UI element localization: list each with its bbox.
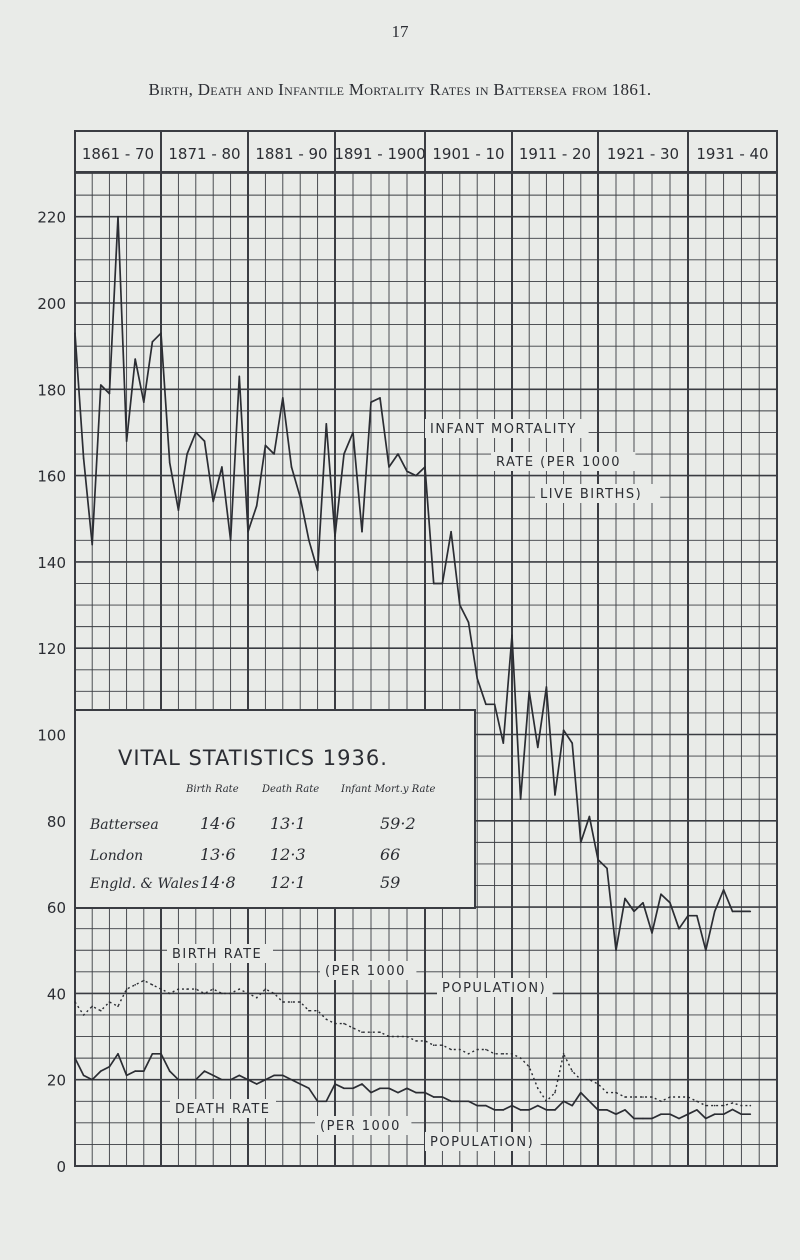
data-point: [186, 453, 188, 455]
data-point: [256, 1083, 258, 1085]
page-number: 17: [391, 22, 409, 41]
vital-statistics-value: 66: [380, 845, 401, 864]
data-point: [589, 1101, 591, 1103]
data-point: [160, 332, 162, 334]
data-point: [476, 678, 478, 680]
data-point: [615, 1092, 617, 1094]
data-point: [520, 1109, 522, 1111]
data-point: [563, 1101, 565, 1103]
data-point: [178, 1079, 180, 1081]
data-point: [732, 911, 734, 913]
death-label-2: (PER 1000: [320, 1119, 401, 1134]
data-point: [589, 816, 591, 818]
data-point: [282, 1075, 284, 1077]
data-point: [537, 747, 539, 749]
data-point: [678, 1096, 680, 1098]
data-point: [204, 440, 206, 442]
data-point: [571, 1070, 573, 1072]
data-point: [714, 1105, 716, 1107]
data-point: [343, 1088, 345, 1090]
data-point: [563, 1053, 565, 1055]
data-point: [741, 911, 743, 913]
data-point: [221, 993, 223, 995]
data-point: [204, 993, 206, 995]
data-point: [212, 501, 214, 503]
data-point: [476, 1049, 478, 1051]
data-point: [660, 1101, 662, 1103]
data-point: [571, 1105, 573, 1107]
data-point: [642, 1118, 644, 1120]
y-tick-label: 200: [37, 295, 66, 313]
data-point: [705, 1118, 707, 1120]
data-point: [750, 1113, 752, 1115]
data-point: [152, 984, 154, 986]
data-point: [282, 397, 284, 399]
data-point: [100, 384, 102, 386]
data-point: [741, 1105, 743, 1107]
birth-label-1: BIRTH RATE: [172, 947, 263, 962]
data-point: [370, 401, 372, 403]
data-point: [442, 583, 444, 585]
data-point: [352, 432, 354, 434]
data-point: [109, 1066, 111, 1068]
data-point: [100, 1070, 102, 1072]
data-point: [74, 332, 76, 334]
data-point: [660, 1113, 662, 1115]
data-point: [265, 1079, 267, 1081]
death-label-3: POPULATION): [430, 1135, 535, 1150]
data-point: [379, 1088, 381, 1090]
y-tick-label: 20: [46, 1071, 66, 1090]
data-point: [230, 540, 232, 542]
decade-label: 1891 - 1900: [334, 145, 426, 163]
data-point: [282, 1001, 284, 1003]
data-point: [239, 376, 241, 378]
data-point: [732, 1102, 734, 1104]
data-point: [308, 1088, 310, 1090]
y-tick-label: 140: [37, 553, 66, 572]
data-point: [334, 1083, 336, 1085]
data-point: [511, 1053, 513, 1055]
data-point: [554, 1092, 556, 1094]
data-point: [723, 1105, 725, 1107]
data-point: [126, 1075, 128, 1077]
data-point: [126, 440, 128, 442]
data-point: [178, 988, 180, 990]
vital-statistics-area: Engld. & Wales: [90, 876, 199, 892]
data-point: [696, 1109, 698, 1111]
data-point: [651, 932, 653, 934]
data-point: [109, 393, 111, 395]
data-point: [352, 1027, 354, 1029]
series-lines: [74, 216, 751, 1119]
death-label-1: DEATH RATE: [175, 1102, 271, 1117]
page-title: Birth, Death and Infantile Mortality Rates in Battersea from 1861.: [148, 80, 652, 99]
data-point: [660, 893, 662, 895]
data-point: [433, 1044, 435, 1046]
data-point: [563, 729, 565, 731]
data-point: [397, 1092, 399, 1094]
y-tick-label: 120: [37, 640, 66, 659]
data-point: [83, 458, 85, 460]
data-point: [503, 1053, 505, 1055]
data-point: [169, 462, 171, 464]
data-point: [669, 1113, 671, 1115]
data-point: [723, 889, 725, 891]
data-point: [450, 1049, 452, 1051]
data-point: [406, 471, 408, 473]
data-point: [334, 535, 336, 537]
data-point: [299, 1001, 301, 1003]
decade-label: 1931 - 40: [696, 145, 769, 163]
data-point: [169, 993, 171, 995]
data-point: [433, 583, 435, 585]
data-point: [186, 1079, 188, 1081]
data-point: [554, 1109, 556, 1111]
data-point: [687, 1113, 689, 1115]
data-point: [580, 842, 582, 844]
vital-statistics-value: 14·8: [200, 873, 236, 892]
data-point: [741, 1113, 743, 1115]
decade-label: 1921 - 30: [606, 145, 680, 163]
data-point: [117, 216, 119, 218]
data-point: [134, 358, 136, 360]
data-point: [195, 1079, 197, 1081]
data-point: [424, 1040, 426, 1042]
data-point: [273, 453, 275, 455]
data-point: [204, 1070, 206, 1072]
vital-statistics-value: 12·1: [270, 873, 306, 892]
data-point: [615, 950, 617, 952]
data-point: [750, 911, 752, 913]
data-point: [91, 1006, 93, 1008]
data-point: [624, 1096, 626, 1098]
data-point: [221, 466, 223, 468]
data-point: [687, 1096, 689, 1098]
data-point: [615, 1113, 617, 1115]
data-point: [134, 984, 136, 986]
data-point: [678, 1118, 680, 1120]
data-point: [494, 704, 496, 706]
data-point: [633, 1096, 635, 1098]
data-point: [343, 453, 345, 455]
data-point: [651, 1118, 653, 1120]
data-point: [388, 466, 390, 468]
data-point: [265, 445, 267, 447]
data-point: [100, 1010, 102, 1012]
data-point: [256, 505, 258, 507]
birth-label-3: POPULATION): [442, 981, 547, 996]
data-point: [546, 1109, 548, 1111]
data-point: [580, 1079, 582, 1081]
data-point: [468, 1053, 470, 1055]
data-point: [247, 1079, 249, 1081]
vital-statistics-value: 59·2: [380, 814, 416, 833]
data-point: [74, 1001, 76, 1003]
data-point: [379, 1031, 381, 1033]
data-point: [239, 988, 241, 990]
data-point: [696, 1101, 698, 1103]
data-point: [247, 993, 249, 995]
data-point: [117, 1006, 119, 1008]
data-point: [247, 531, 249, 533]
data-point: [83, 1075, 85, 1077]
data-point: [143, 1070, 145, 1072]
data-point: [606, 1092, 608, 1094]
data-point: [169, 1070, 171, 1072]
data-point: [299, 496, 301, 498]
data-point: [468, 1101, 470, 1103]
vital-statistics-area: London: [90, 848, 144, 864]
data-point: [669, 902, 671, 904]
data-point: [317, 570, 319, 572]
data-point: [326, 423, 328, 425]
data-point: [537, 1088, 539, 1090]
vital-statistics-column-header: Birth Rate: [186, 784, 239, 795]
data-point: [554, 794, 556, 796]
data-point: [388, 1036, 390, 1038]
data-point: [624, 898, 626, 900]
data-point: [273, 993, 275, 995]
birth-label-2: (PER 1000: [325, 964, 406, 979]
data-point: [117, 1053, 119, 1055]
data-point: [186, 988, 188, 990]
data-point: [160, 1053, 162, 1055]
data-point: [91, 1079, 93, 1081]
data-point: [714, 911, 716, 913]
data-point: [511, 635, 513, 637]
data-point: [468, 622, 470, 624]
data-point: [597, 1083, 599, 1085]
data-point: [397, 453, 399, 455]
vital-statistics-column-header: Death Rate: [262, 784, 320, 795]
data-point: [361, 1083, 363, 1085]
data-point: [424, 466, 426, 468]
data-point: [485, 1105, 487, 1107]
infant-label-2: RATE (PER 1000: [496, 455, 622, 470]
series-line-birth-rate: [75, 981, 750, 1106]
data-point: [537, 1105, 539, 1107]
vital-statistics-area: Battersea: [90, 817, 159, 833]
data-point: [317, 1101, 319, 1103]
data-point: [317, 1010, 319, 1012]
data-point: [687, 915, 689, 917]
y-tick-label: 220: [37, 208, 66, 227]
y-tick-label: 40: [46, 985, 66, 1004]
data-point: [195, 432, 197, 434]
data-point: [134, 1070, 136, 1072]
data-point: [326, 1019, 328, 1021]
data-point: [291, 466, 293, 468]
vital-statistics-box: [75, 710, 475, 908]
data-point: [705, 950, 707, 952]
vital-statistics-value: 12·3: [270, 845, 306, 864]
data-point: [642, 1096, 644, 1098]
data-point: [705, 1105, 707, 1107]
decade-label: 1911 - 20: [518, 145, 592, 163]
data-point: [678, 928, 680, 930]
data-point: [221, 1079, 223, 1081]
data-point: [230, 993, 232, 995]
data-point: [723, 1113, 725, 1115]
y-tick-label: 0: [56, 1158, 66, 1176]
data-point: [606, 868, 608, 870]
data-point: [520, 798, 522, 800]
data-point: [503, 742, 505, 744]
infant-label-3: LIVE BIRTHS): [540, 487, 643, 502]
data-point: [424, 1092, 426, 1094]
data-point: [326, 1101, 328, 1103]
data-point: [406, 1036, 408, 1038]
data-point: [343, 1023, 345, 1025]
data-point: [126, 988, 128, 990]
data-point: [494, 1053, 496, 1055]
data-point: [624, 1109, 626, 1111]
data-point: [503, 1109, 505, 1111]
decade-label: 1871 - 80: [168, 145, 241, 163]
data-point: [633, 911, 635, 913]
data-point: [528, 691, 530, 693]
data-point: [352, 1088, 354, 1090]
data-point: [256, 997, 258, 999]
decade-headers: [82, 145, 769, 163]
vital-statistics-value: 14·6: [200, 814, 236, 833]
data-point: [459, 1101, 461, 1103]
data-point: [152, 1053, 154, 1055]
data-point: [528, 1109, 530, 1111]
data-point: [361, 531, 363, 533]
data-point: [597, 1109, 599, 1111]
infant-label-1: INFANT MORTALITY: [430, 422, 577, 437]
data-point: [642, 902, 644, 904]
data-point: [459, 604, 461, 606]
data-point: [485, 1049, 487, 1051]
data-point: [273, 1075, 275, 1077]
data-point: [379, 397, 381, 399]
data-point: [212, 1075, 214, 1077]
data-point: [580, 1092, 582, 1094]
vital-statistics-column-header: Infant Mort.y Rate: [341, 784, 436, 795]
data-point: [528, 1066, 530, 1068]
data-point: [74, 1057, 76, 1059]
data-point: [308, 540, 310, 542]
data-point: [450, 531, 452, 533]
y-tick-label: 60: [46, 899, 66, 918]
data-point: [212, 988, 214, 990]
data-point: [291, 1079, 293, 1081]
vital-statistics-value: 59: [380, 873, 401, 892]
data-point: [83, 1014, 85, 1016]
data-point: [415, 475, 417, 477]
data-point: [230, 1079, 232, 1081]
vital-statistics-value: 13·1: [270, 814, 306, 833]
data-point: [571, 742, 573, 744]
data-point: [195, 988, 197, 990]
y-tick-label: 160: [37, 467, 66, 486]
vital-statistics-title: VITAL STATISTICS 1936.: [118, 746, 388, 770]
data-point: [361, 1031, 363, 1033]
vital-statistics-value: 13·6: [200, 845, 236, 864]
data-point: [651, 1096, 653, 1098]
data-point: [597, 859, 599, 861]
data-point: [308, 1010, 310, 1012]
data-point: [606, 1109, 608, 1111]
data-point: [265, 988, 267, 990]
data-point: [450, 1101, 452, 1103]
data-point: [291, 1001, 293, 1003]
data-point: [406, 1088, 408, 1090]
data-point: [546, 1101, 548, 1103]
data-point: [485, 704, 487, 706]
data-point: [442, 1044, 444, 1046]
data-point: [370, 1031, 372, 1033]
data-point: [546, 686, 548, 688]
data-point: [633, 1118, 635, 1120]
data-point: [109, 1001, 111, 1003]
chart-grid: [75, 131, 777, 1166]
data-point: [415, 1092, 417, 1094]
data-point: [696, 915, 698, 917]
data-point: [669, 1096, 671, 1098]
data-point: [143, 401, 145, 403]
data-point: [511, 1105, 513, 1107]
decade-label: 1901 - 10: [432, 145, 505, 163]
data-point: [152, 341, 154, 343]
data-point: [433, 1096, 435, 1098]
y-tick-label: 80: [46, 812, 66, 831]
data-point: [732, 1109, 734, 1111]
data-point: [143, 980, 145, 982]
data-point: [750, 1105, 752, 1107]
decade-label: 1861 - 70: [81, 145, 155, 163]
data-point: [494, 1109, 496, 1111]
data-point: [388, 1088, 390, 1090]
data-point: [589, 1079, 591, 1081]
data-point: [160, 988, 162, 990]
data-point: [91, 544, 93, 546]
y-tick-label: 100: [37, 726, 66, 745]
data-point: [476, 1105, 478, 1107]
data-point: [299, 1083, 301, 1085]
data-point: [397, 1036, 399, 1038]
data-point: [178, 509, 180, 511]
data-point: [442, 1096, 444, 1098]
decade-label: 1881 - 90: [255, 145, 328, 163]
data-point: [239, 1075, 241, 1077]
data-point: [714, 1113, 716, 1115]
data-point: [370, 1092, 372, 1094]
data-point: [459, 1049, 461, 1051]
y-tick-label: 180: [37, 381, 66, 400]
data-point: [334, 1023, 336, 1025]
y-axis-ticks: [37, 209, 66, 1176]
data-point: [520, 1057, 522, 1059]
data-point: [415, 1040, 417, 1042]
